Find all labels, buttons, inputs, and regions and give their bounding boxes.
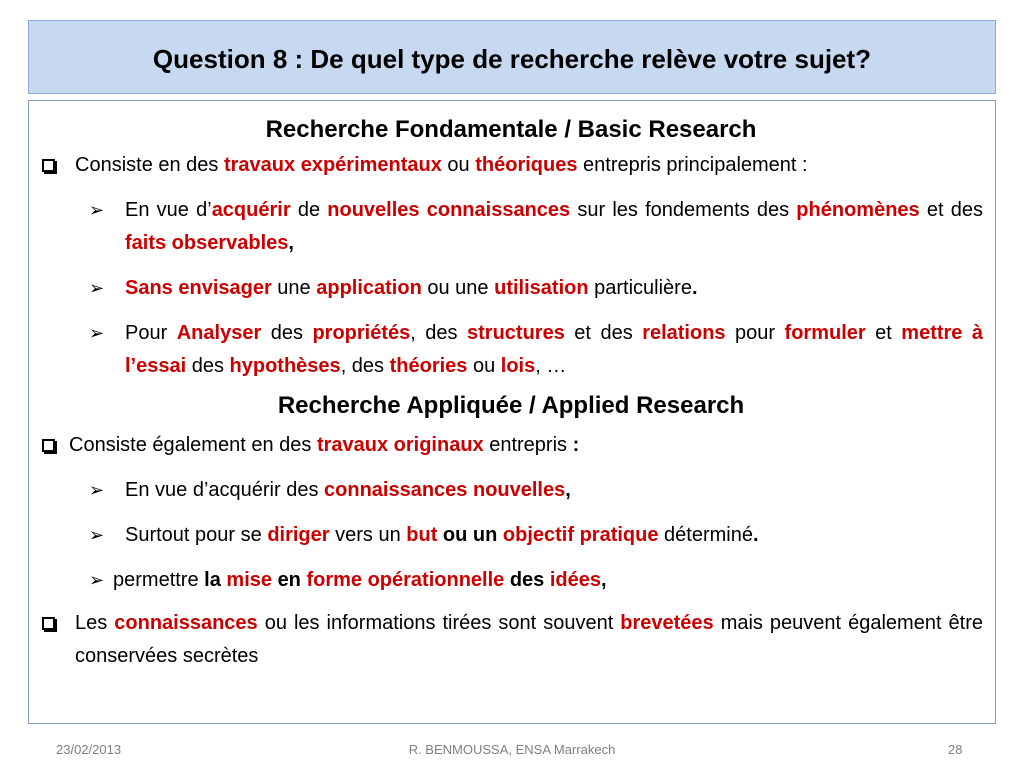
section-heading-basic: Recherche Fondamentale / Basic Research <box>265 116 757 143</box>
arrow-bullet-icon: ➢ <box>89 525 105 545</box>
sub-bullet-acquerir <box>39 194 983 260</box>
arrow-bullet-icon: ➢ <box>89 480 105 500</box>
footer-author: R. BENMOUSSA, ENSA Marrakech <box>408 742 616 757</box>
sub-bullet-text: Surtout pour se diriger vers un but ou un objectif pratique déterminé. <box>125 524 759 546</box>
sub-bullet-text: permettre la mise en forme opérationnelle des idées, <box>113 569 607 591</box>
footer-date: 23/02/2013 <box>56 742 122 757</box>
bullet-consiste-egalement <box>39 429 983 462</box>
arrow-bullet-icon: ➢ <box>89 570 105 590</box>
footer-page-number: 28 <box>948 742 963 757</box>
sub-bullet-surtout <box>39 519 983 552</box>
section-heading-applied: Recherche Appliquée / Applied Research <box>277 392 745 419</box>
slide-title: Question 8 : De quel type de recherche relève votre sujet? <box>152 43 872 74</box>
sub-bullet-sans-envisager <box>39 272 983 305</box>
bullet-les-connaissances <box>39 607 983 673</box>
checkbox-bullet-icon <box>39 149 75 182</box>
sub-bullet-text: En vue d’acquérir de nouvelles connaissances sur les fondements des phénomènes et des faits observables, <box>125 199 983 254</box>
bullet-text: Les connaissances ou les informations tirées sont souvent brevetées mais peuvent également être conservées secrètes <box>75 612 983 667</box>
arrow-bullet-icon: ➢ <box>89 278 105 298</box>
bullet-text: Consiste en des travaux expérimentaux ou théoriques entrepris principalement : <box>75 154 808 176</box>
checkbox-bullet-icon <box>39 429 69 462</box>
sub-bullet-analyser <box>39 317 983 383</box>
sub-bullet-en-vue <box>39 474 983 507</box>
slide-title-bar <box>28 20 996 94</box>
sub-bullet-text: Sans envisager une application ou une utilisation particulière. <box>125 277 698 299</box>
sub-bullet-permettre <box>39 564 983 597</box>
bullet-consiste <box>39 149 983 182</box>
content-area <box>39 111 983 673</box>
content-box <box>28 100 996 724</box>
arrow-bullet-icon: ➢ <box>89 323 105 343</box>
sub-bullet-text: En vue d’acquérir des connaissances nouvelles, <box>125 479 571 501</box>
checkbox-bullet-icon <box>39 607 75 640</box>
bullet-text: Consiste également en des travaux originaux entrepris : <box>69 434 580 456</box>
arrow-bullet-icon: ➢ <box>89 200 105 220</box>
sub-bullet-text: Pour Analyser des propriétés, des structures et des relations pour formuler et mettre à l’essai des hypothèses, des théories ou lois, … <box>125 322 984 377</box>
